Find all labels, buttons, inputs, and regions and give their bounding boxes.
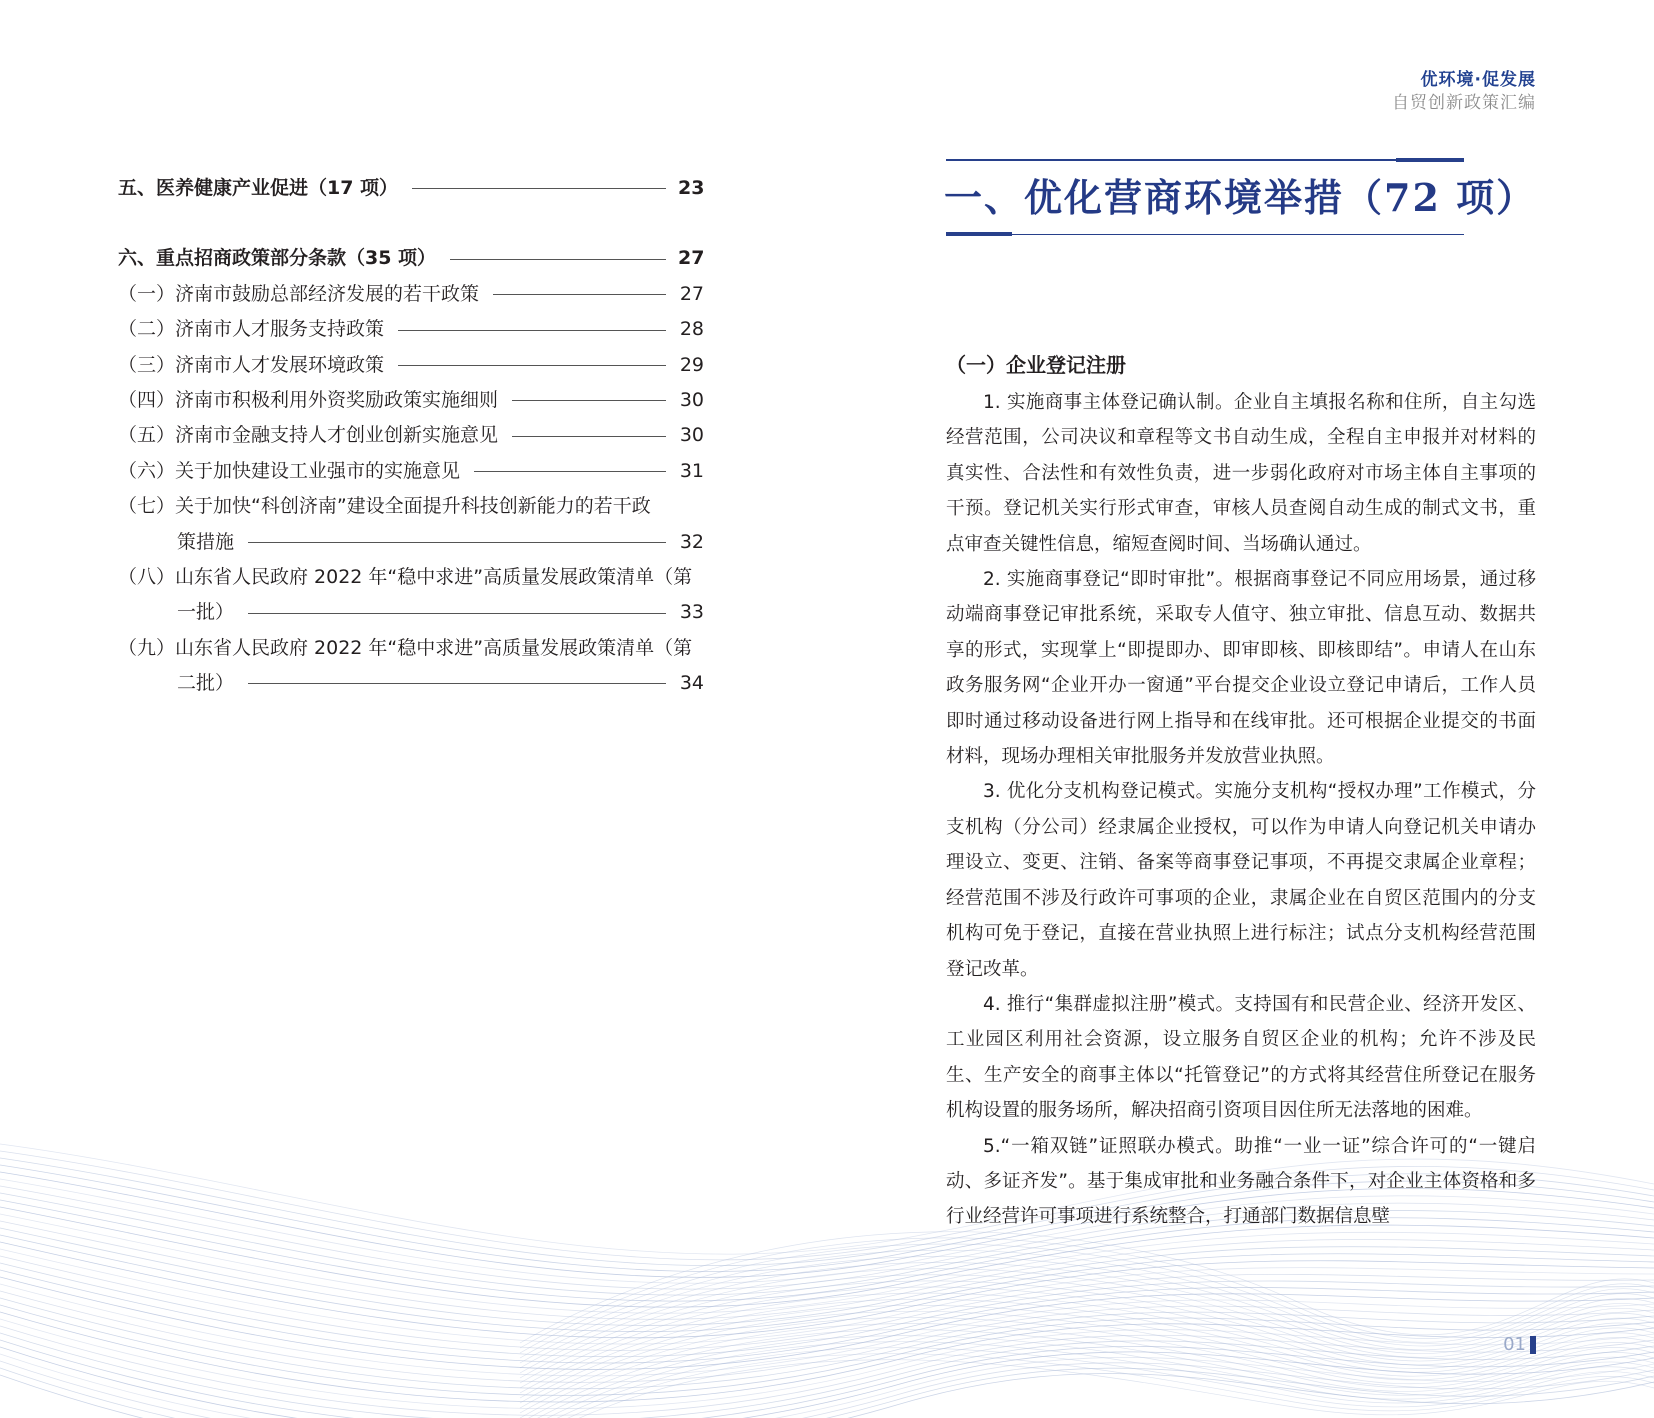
wave-line — [520, 1256, 1654, 1363]
toc-entry[interactable] — [118, 595, 704, 630]
body-paragraph: 3. 优化分支机构登记模式。实施分支机构“授权办理”工作模式，分支机构（分公司）经隶属企业授权，可以作为申请人向登记机关申请办理设立、变更、注销、备案等商事登记事项，不再提交隶属企业章程；经营范围不涉及行政许可事项的企业，隶属企业在自贸区范围内的分支机构可免于登记，直接在营业执照上进行标注；试点分支机构经营范围登记改革。 — [946, 781, 1536, 980]
toc-entry-label: （三）济南市人才发展环境政策 — [118, 353, 385, 376]
toc-page-number: 34 — [679, 672, 704, 695]
toc-leader-line — [248, 613, 666, 614]
toc-page-number: 28 — [679, 318, 704, 341]
toc-entry-label: （四）济南市积极利用外资奖励政策实施细则 — [118, 388, 499, 411]
toc-leader-line — [512, 436, 666, 437]
header-title: 优环境·促发展 — [1420, 70, 1536, 90]
toc-leader-line — [450, 259, 666, 260]
toc-leader-line — [248, 542, 666, 543]
toc-entry-label: 一批） — [177, 601, 235, 624]
toc-leader-line — [248, 683, 666, 684]
toc-entry-line: （八）山东省人民政府 2022 年“稳中求进”高质量发展政策清单（第 — [118, 565, 693, 588]
body-column — [946, 347, 1536, 1235]
toc-entry-label: 二批） — [177, 672, 235, 695]
toc-page-number: 32 — [679, 530, 704, 553]
body-paragraph: 5.“一箱双链”证照联办模式。助推“一业一证”综合许可的“一键启动、多证齐发”。基于集成审批和业务融合条件下，对企业主体资格和多行业经营许可事项进行系统整合，打通部门数据信息壁 — [946, 1135, 1536, 1228]
toc-entry-line: （九）山东省人民政府 2022 年“稳中求进”高质量发展政策清单（第 — [118, 636, 693, 659]
wave-line — [520, 1269, 1654, 1373]
page-number — [1503, 1334, 1536, 1355]
toc-entry-label: （一）济南市鼓励总部经济发展的若干政策 — [118, 282, 480, 305]
toc-entry[interactable] — [118, 418, 704, 453]
toc-entry[interactable] — [118, 241, 704, 276]
running-header — [1392, 68, 1536, 114]
toc-entry[interactable] — [118, 277, 704, 312]
wave-line — [0, 1242, 1654, 1338]
toc-page-number: 29 — [679, 353, 704, 376]
toc-entry[interactable] — [118, 312, 704, 347]
toc-page-number: 27 — [678, 247, 705, 270]
toc-leader-line — [412, 188, 666, 189]
toc-entry-label: （六）关于加快建设工业强市的实施意见 — [118, 459, 461, 482]
title-top-rule — [946, 159, 1464, 161]
body-paragraph: 2. 实施商事登记“即时审批”。根据商事登记不同应用场景，通过移动端商事登记审批系统，采取专人值守、独立审批、信息互动、数据共享的形式，实现掌上“即提即办、即审即核、即核即结”。申请人在山东政务服务网“企业开办一窗通”平台提交企业设立登记申请后，工作人员即时通过移动设备进行网上指导和在线审批。还可根据企业提交的书面材料，现场办理相关审批服务并发放营业执照。 — [946, 569, 1536, 768]
toc-entry[interactable] — [118, 171, 704, 206]
toc-entry-label: 五、医养健康产业促进（17 项） — [118, 176, 399, 199]
wave-line — [0, 1361, 1654, 1418]
section-title: 一、优化营商环境举措（72 项） — [944, 175, 1537, 220]
header-subtitle: 自贸创新政策汇编 — [1392, 93, 1536, 113]
title-bottom-accent — [946, 232, 1012, 236]
toc-entry[interactable] — [118, 383, 704, 418]
toc-leader-line — [474, 471, 666, 472]
body-paragraph: 4. 推行“集群虚拟注册”模式。支持国有和民营企业、经济开发区、工业园区利用社会资源，设立服务自贸区企业的机构；允许不涉及民生、生产安全的商事主体以“托管登记”的方式将其经营住所登记在服务机构设置的服务场所，解决招商引资项目因住所无法落地的困难。 — [946, 993, 1536, 1122]
wave-line — [0, 1354, 1654, 1418]
toc-entry-line: （七）关于加快“科创济南”建设全面提升科技创新能力的若干政 — [118, 495, 651, 518]
toc-leader-line — [398, 365, 666, 366]
toc-entry-label: 六、重点招商政策部分条款（35 项） — [118, 247, 437, 270]
title-top-accent — [1396, 158, 1464, 162]
page-marker — [1530, 1336, 1536, 1354]
toc-entry[interactable] — [118, 348, 704, 383]
page-number-text: 01 — [1503, 1334, 1526, 1355]
wave-line — [0, 1333, 1654, 1418]
subheading: （一）企业登记注册 — [946, 353, 1126, 377]
toc-entry[interactable] — [118, 666, 704, 701]
toc-page-number: 33 — [679, 601, 704, 624]
toc-entry-label: （五）济南市金融支持人才创业创新实施意见 — [118, 424, 499, 447]
table-of-contents — [118, 171, 704, 701]
toc-page-number: 27 — [679, 282, 704, 305]
body-paragraph: 1. 实施商事主体登记确认制。企业自主填报名称和住所，自主勾选经营范围，公司决议和章程等文书自动生成，全程自主申报并对材料的真实性、合法性和有效性负责，进一步弱化政府对市场主体自主事项的干预。登记机关实行形式审查，审核人员查阅自动生成的制式文书，重点审查关键性信息，缩短查阅时间、当场确认通过。 — [946, 392, 1536, 555]
toc-page-number: 30 — [679, 424, 704, 447]
toc-entry-label: （二）济南市人才服务支持政策 — [118, 318, 385, 341]
toc-entry[interactable] — [118, 525, 704, 560]
toc-page-number: 30 — [679, 388, 704, 411]
title-bottom-rule — [946, 234, 1464, 235]
toc-leader-line — [512, 400, 666, 401]
toc-entry-label: 策措施 — [177, 530, 235, 553]
toc-entry[interactable] — [118, 454, 704, 489]
toc-leader-line — [493, 294, 666, 295]
wave-line — [0, 1298, 1654, 1389]
toc-page-number: 23 — [678, 176, 705, 199]
toc-page-number: 31 — [679, 459, 704, 482]
toc-leader-line — [398, 330, 666, 331]
